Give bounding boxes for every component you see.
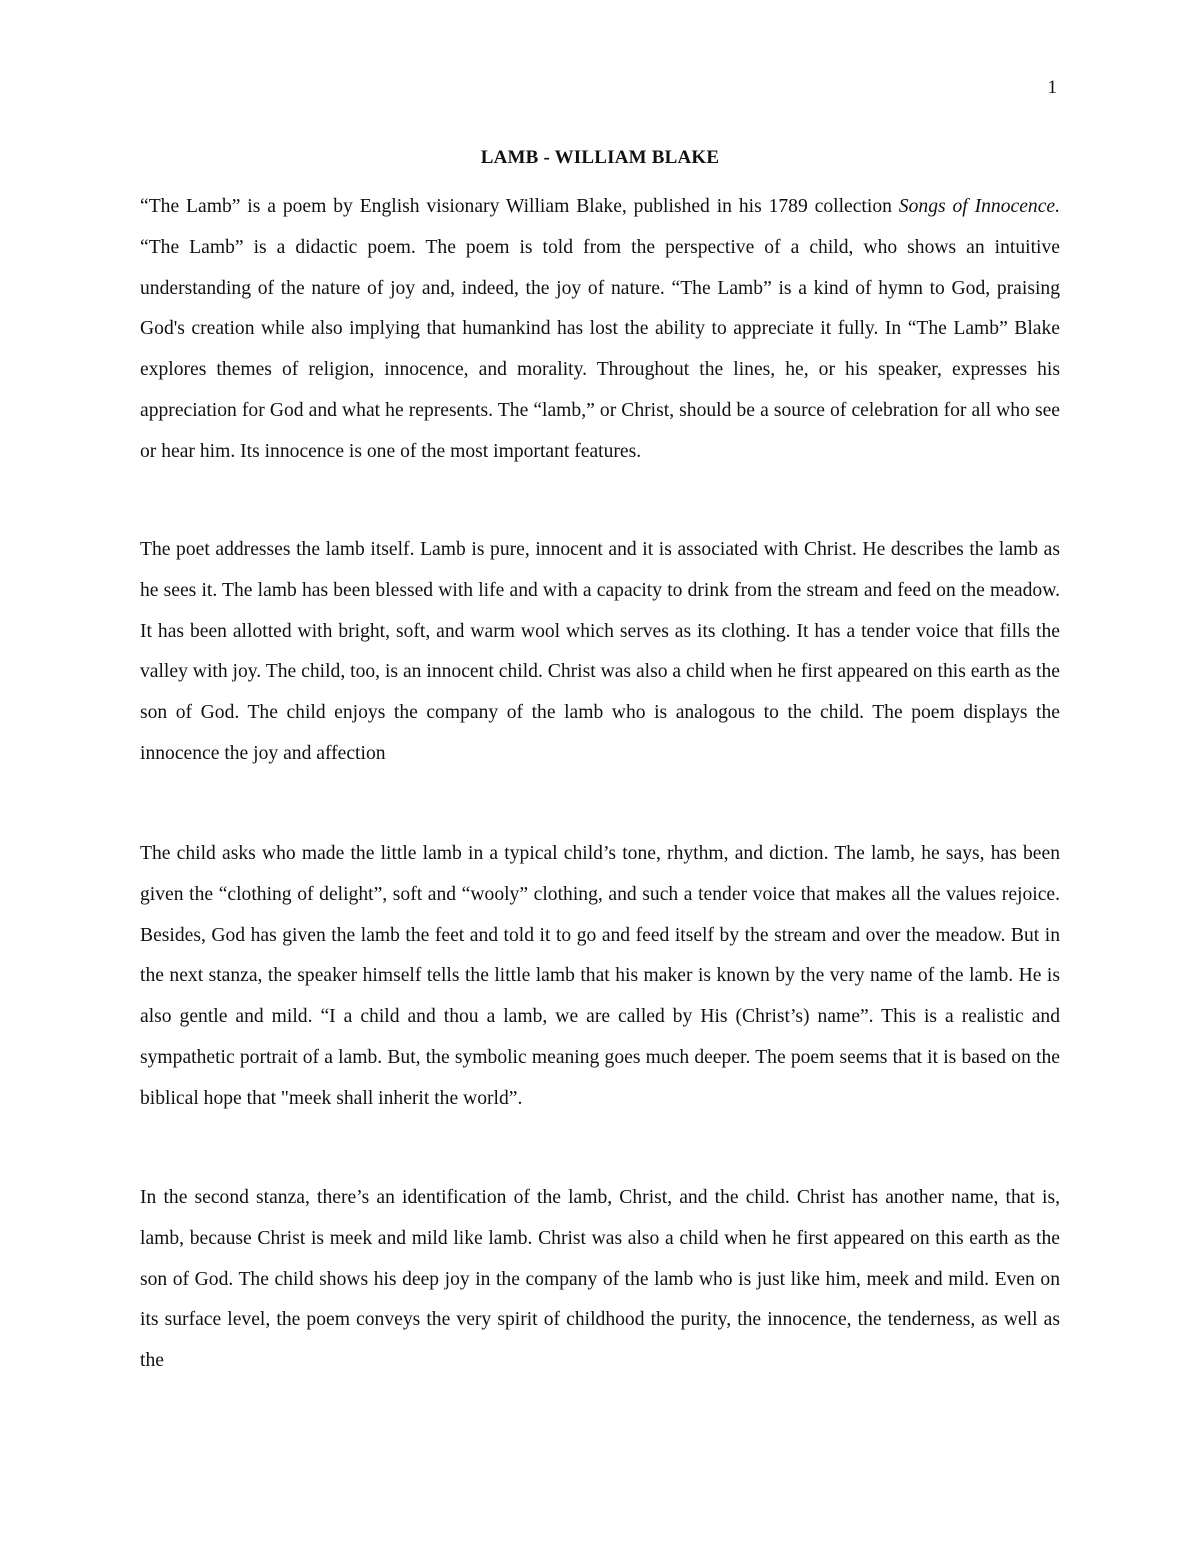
paragraph-2: The poet addresses the lamb itself. Lamb is pure, innocent and it is associated with Christ. He describes the lamb as he sees it. The lamb has been blessed with life and with a capacity to drink from the stream and feed on the meadow. It has been allotted with bright, soft, and warm wool which serves as its clothing. It has a tender voice that fills the valley with joy. The child, too, is an innocent child. Christ was also a child when he first appeared on this earth as the son of God. The child enjoys the company of the lamb who is analogous to the child. The poem displays the innocence the joy and affection — [140, 539, 1060, 764]
paragraph-3: The child asks who made the little lamb in a typical child’s tone, rhythm, and diction. The lamb, he says, has been given the “clothing of delight”, soft and “wooly” clothing, and such a tender voice that makes all the values rejoice. Besides, God has given the lamb the feet and told it to go and feed itself by the stream and over the meadow. But in the next stanza, the speaker himself tells the little lamb that his maker is known by the very name of the lamb. He is also gentle and mild. “I a child and thou a lamb, we are called by His (Christ’s) name”. This is a realistic and sympathetic portrait of a lamb. But, the symbolic meaning goes much deeper. The poem seems that it is based on the biblical hope that "meek shall inherit the world”. — [140, 843, 1060, 1109]
collection-title-italic: Songs of Innocence. — [898, 196, 1060, 217]
paragraph-4: In the second stanza, there’s an identification of the lamb, Christ, and the child. Christ has another name, that is, lamb, because Christ is meek and mild like lamb. Christ was also a child when he first appeared on this earth as the son of God. The child shows his deep joy in the company of the lamb who is just like him, meek and mild. Even on its surface level, the poem conveys the very spirit of childhood the purity, the innocence, the tenderness, as well as the — [140, 1187, 1060, 1372]
paragraph-1 — [140, 187, 1060, 473]
paragraph-1-text-end: “The Lamb” is a didactic poem. The poem is told from the perspective of a child, who shows an intuitive understanding of the nature of joy and, indeed, the joy of nature. “The Lamb” is a kind of hymn to God, praising God's creation while also implying that humankind has lost the ability to appreciate it fully. In “The Lamb” Blake explores themes of religion, innocence, and morality. Throughout the lines, he, or his speaker, expresses his appreciation for God and what he represents. The “lamb,” or Christ, should be a source of celebration for all who see or hear him. Its innocence is one of the most important features. — [140, 236, 1060, 462]
paragraph-1-text-start: “The Lamb” is a poem by English visionary William Blake, published in his 1789 collection — [140, 196, 899, 217]
page-number: 1 — [1047, 77, 1057, 98]
document-title: LAMB - WILLIAM BLAKE — [480, 147, 720, 168]
